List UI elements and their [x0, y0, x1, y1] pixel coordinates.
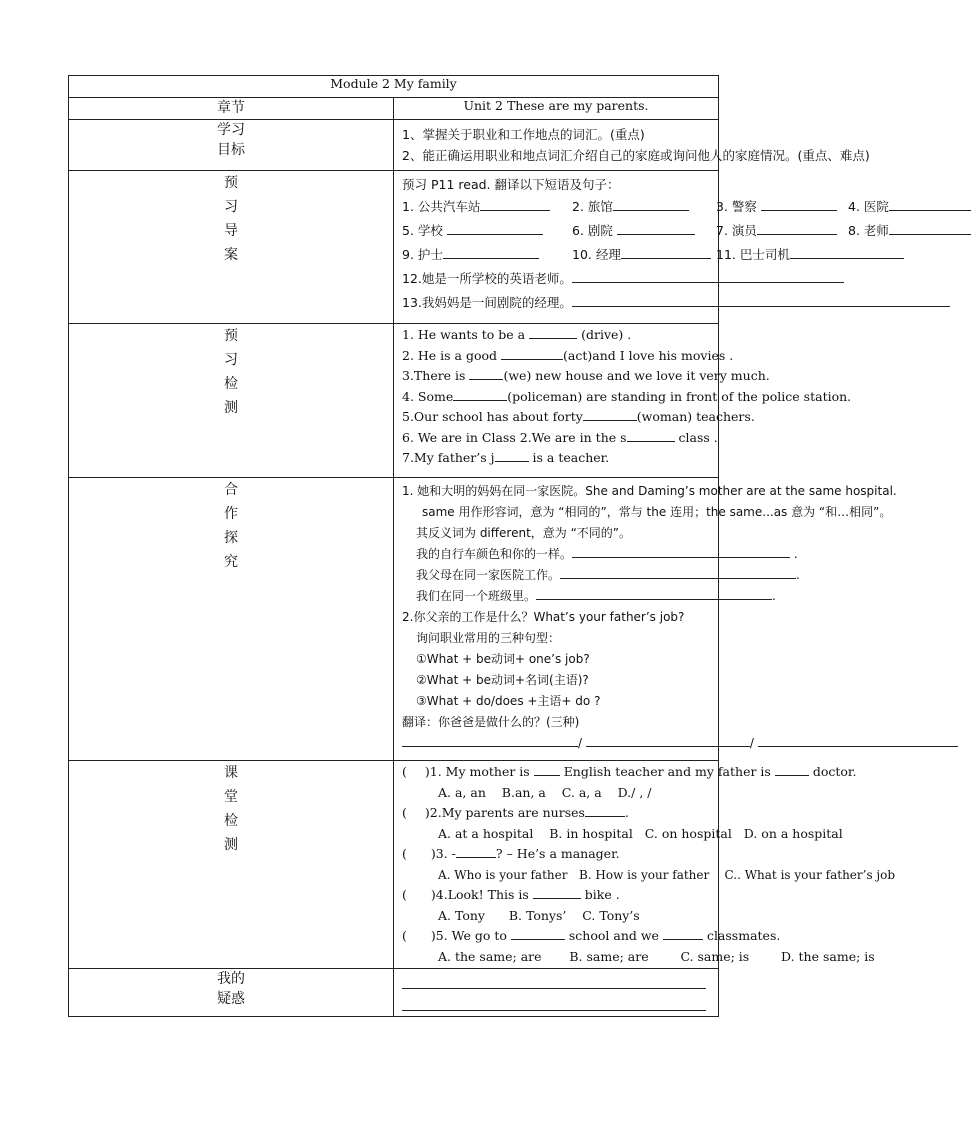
objective-item: 1、掌握关于职业和工作地点的词汇。(重点): [402, 127, 645, 142]
answer-blank[interactable]: [663, 927, 703, 940]
mc-question: ( )5. We go to school and we classmates.: [402, 928, 781, 943]
vocab-item: 5. 学校: [402, 223, 443, 238]
vocab-item: 9. 护士: [402, 247, 443, 262]
answer-blank[interactable]: [447, 222, 543, 235]
vocab-row: [394, 243, 790, 267]
answer-blank[interactable]: [443, 246, 539, 259]
mc-question: ( )2.My parents are nurses .: [402, 805, 629, 820]
chapter-value: Unit 2 These are my parents.: [394, 98, 719, 120]
cooperation-label: 合 作 探 究: [69, 478, 394, 761]
doubts-content: [394, 969, 719, 1017]
exercise-item: 1. He wants to be a (drive) .: [402, 327, 632, 342]
answer-blank[interactable]: [529, 326, 577, 339]
answer-blank[interactable]: [758, 734, 958, 747]
vocab-row: [394, 195, 889, 219]
vocab-item: 8. 老师: [848, 223, 889, 238]
preview-check-content: [394, 324, 852, 478]
answer-blank[interactable]: [621, 246, 711, 259]
answer-line[interactable]: [402, 997, 706, 1011]
answer-blank[interactable]: [501, 347, 563, 360]
vocab-item: 1. 公共汽车站: [402, 199, 481, 214]
mc-options: A. a, an B.an, a C. a, a D./ , /: [438, 784, 652, 800]
answer-blank[interactable]: [572, 545, 790, 558]
answer-blank[interactable]: [536, 587, 772, 600]
chapter-label: 章节: [69, 98, 394, 120]
answer-blank[interactable]: [761, 198, 837, 211]
mc-options: A. the same; are B. same; are C. same; is D. the same; is: [438, 948, 875, 964]
worksheet-table: [68, 75, 897, 1017]
module-title: Module 2 My family: [69, 76, 719, 98]
answer-blank[interactable]: [775, 763, 809, 776]
objectives-label: 学习 目标: [69, 120, 394, 171]
objective-item: 2、能正确运用职业和地点词汇介绍自己的家庭或询问他人的家庭情况。(重点、难点): [402, 148, 870, 163]
answer-blank[interactable]: [583, 408, 637, 421]
exercise-item: 4. Some (policeman) are standing in front of the police station.: [402, 388, 852, 404]
translate-sentence: 13.我妈妈是一间剧院的经理。: [394, 291, 718, 315]
vocab-item: 11. 巴士司机: [716, 247, 790, 262]
answer-blank[interactable]: [572, 270, 844, 283]
answer-blank[interactable]: [469, 367, 503, 380]
answer-line[interactable]: [402, 975, 706, 989]
exercise-item: 7.My father’s j is a teacher.: [402, 450, 610, 465]
answer-blank[interactable]: [533, 886, 581, 899]
exercise-item: 2. He is a good (act)and I love his movies .: [402, 347, 734, 363]
cooperation-content: 1. 她和大明的妈妈在同一家医院。She and Daming’s mother are at the same hospital. same 用作形容词，意为 “相同的”，常与 the 连用；the same...as 意为 “和…相同”。 其反义词为 different，意为 “不同的”。 我的自行车颜色和你的一样。 . 我父母在同一家医院工作。 . 我们在同一个班级里。 . 2.你父亲的工作是什么？What’s your father’s job? 询问职业常用的三种句型： ①What + be动词+ one’s job? ②What + be动词+名词(主语)? ③What + do/does +主语+ do ? 翻译：你爸爸是做什么的？(三种) / /: [394, 478, 719, 761]
answer-blank[interactable]: [560, 566, 796, 579]
vocab-item: 10. 经理: [572, 247, 621, 262]
mc-options: A. Who is your father B. How is your father C.. What is your father’s job: [438, 867, 896, 882]
exercise-item: 5.Our school has about forty (woman) teachers.: [402, 409, 755, 424]
answer-blank[interactable]: [480, 198, 550, 211]
vocab-item: 2. 旅馆: [572, 199, 613, 214]
vocab-item: 7. 演员: [716, 223, 757, 238]
answer-blank[interactable]: [757, 222, 837, 235]
answer-blank[interactable]: [586, 734, 750, 747]
answer-row: / /: [394, 733, 718, 754]
answer-blank[interactable]: [627, 429, 675, 442]
answer-blank[interactable]: [456, 845, 496, 858]
doubts-label: 我的 疑惑: [69, 969, 394, 1017]
preview-guide-label: 预 习 导 案: [69, 171, 394, 324]
preview-check-label: 预 习 检 测: [69, 324, 394, 478]
answer-blank[interactable]: [402, 734, 578, 747]
mc-question: ( )3. - ? – He’s a manager.: [402, 846, 620, 861]
exercise-item: 6. We are in Class 2.We are in the s class .: [402, 429, 718, 445]
answer-blank[interactable]: [453, 388, 507, 401]
answer-blank[interactable]: [585, 804, 625, 817]
vocab-row: [394, 219, 889, 243]
answer-blank[interactable]: [511, 927, 565, 940]
mc-options: A. Tony B. Tonys’ C. Tony’s: [438, 907, 640, 923]
mc-options: A. at a hospital B. in hospital C. on hospital D. on a hospital: [438, 825, 843, 841]
objectives-content: [394, 120, 870, 171]
mc-question: ( )4.Look! This is bike .: [402, 887, 620, 902]
preview-guide-content: [394, 171, 889, 324]
exercise-item: 3.There is (we) new house and we love it very much.: [402, 368, 770, 383]
vocab-item: 4. 医院: [848, 199, 889, 214]
answer-blank[interactable]: [889, 222, 971, 235]
translate-sentence: 12.她是一所学校的英语老师。: [394, 267, 718, 291]
answer-blank[interactable]: [790, 246, 904, 259]
class-test-content: [394, 761, 896, 969]
answer-blank[interactable]: [617, 222, 695, 235]
preview-intro: 预习 P11 read. 翻译以下短语及句子：: [402, 177, 620, 192]
answer-blank[interactable]: [613, 198, 689, 211]
class-test-label: 课 堂 检 测: [69, 761, 394, 969]
answer-blank[interactable]: [495, 449, 529, 462]
vocab-item: 6. 剧院: [572, 223, 613, 238]
answer-blank[interactable]: [534, 763, 560, 776]
answer-blank[interactable]: [889, 198, 971, 211]
vocab-item: 3. 警察: [716, 199, 757, 214]
answer-blank[interactable]: [572, 294, 950, 307]
mc-question: ( )1. My mother is English teacher and my father is doctor.: [402, 764, 857, 779]
